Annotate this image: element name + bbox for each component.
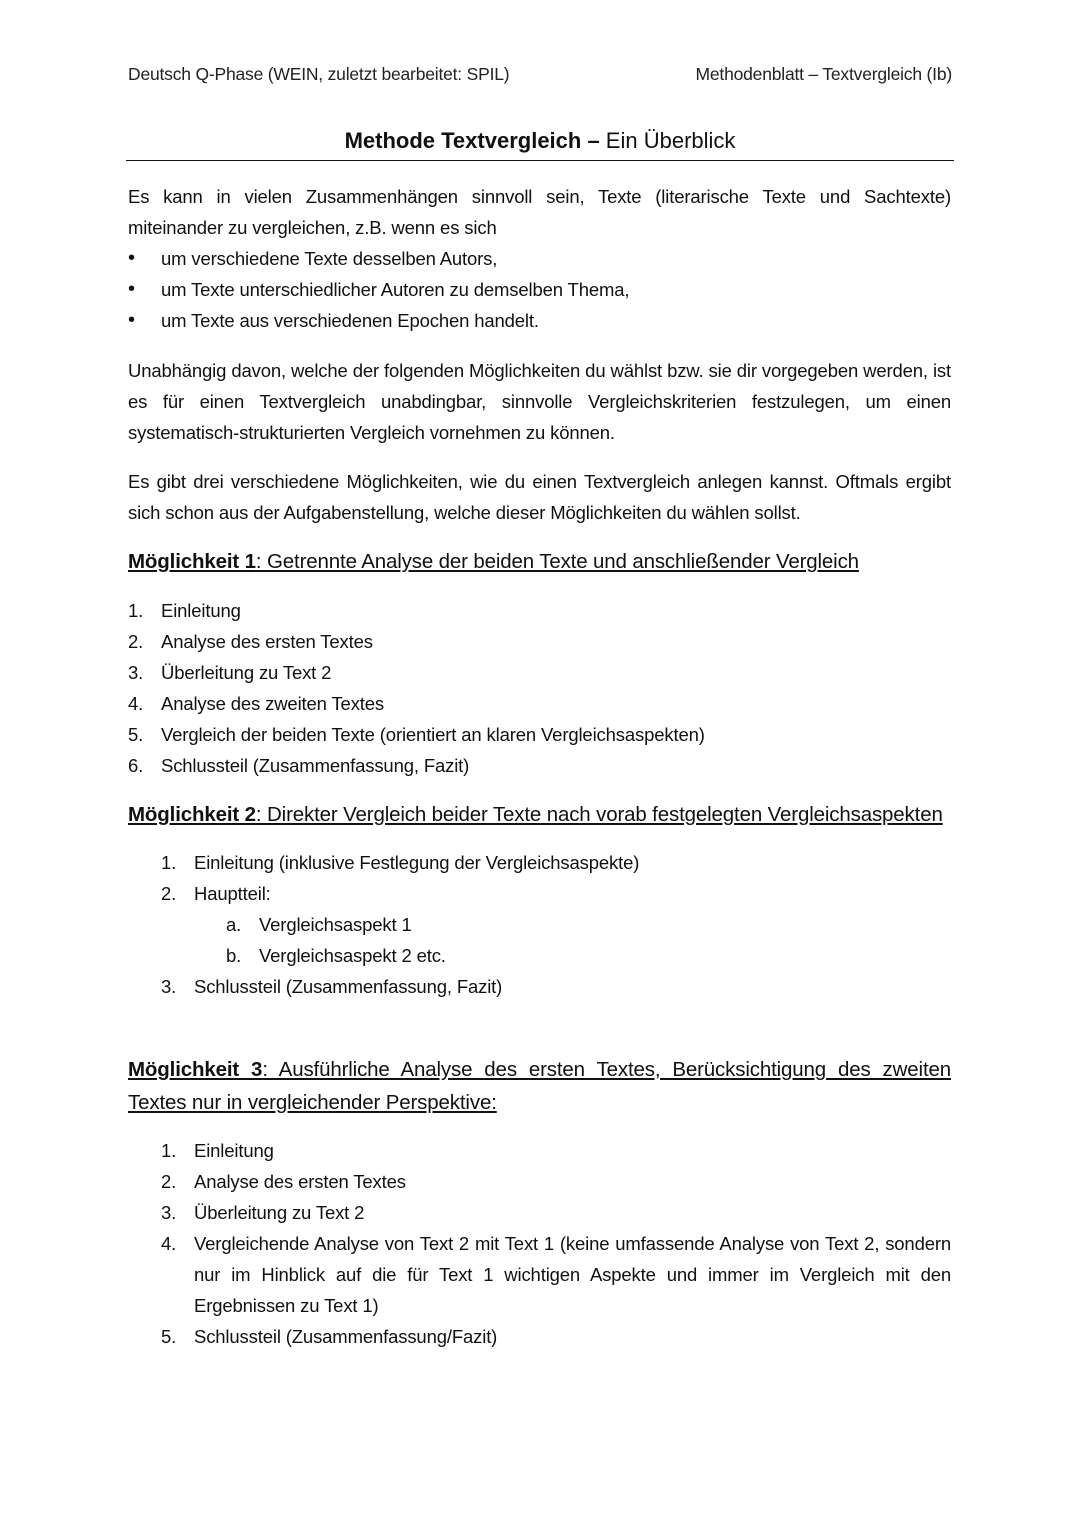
header-right: Methodenblatt – Textvergleich (Ib) [695, 64, 952, 84]
option-1-heading [128, 545, 951, 578]
list-item: 3. Schlussteil (Zusammenfassung, Fazit) [161, 976, 503, 997]
list-item: 3. Überleitung zu Text 2 [128, 662, 332, 683]
list-item: 3. Überleitung zu Text 2 [161, 1202, 365, 1223]
list-item: 6. Schlussteil (Zusammenfassung, Fazit) [128, 755, 470, 776]
sub-list-item: b. Vergleichsaspekt 2 etc. [226, 945, 446, 966]
option-2-sublist [128, 909, 951, 971]
option-1-section [128, 545, 951, 781]
option-3-label: Möglichkeit 3 [128, 1058, 263, 1081]
bullet-item: • um Texte aus verschiedenen Epochen handelt. [128, 305, 951, 336]
option-2-label: Möglichkeit 2 [128, 803, 256, 826]
list-item: 1. Einleitung [161, 1140, 274, 1161]
option-2-heading-text: : Direkter Vergleich beider Texte nach vorab festgelegten Vergleichsaspekten [255, 803, 943, 826]
paragraph-options [128, 466, 951, 528]
option-3-list [128, 1135, 951, 1352]
paragraph-criteria [128, 355, 951, 448]
list-item: 1. Einleitung (inklusive Festlegung der Vergleichsaspekte) [161, 852, 640, 873]
list-item: 2. Analyse des ersten Textes [128, 631, 373, 652]
intro-section [128, 181, 951, 336]
option-3-section [128, 1053, 951, 1352]
list-item: 2. Hauptteil: [161, 883, 271, 904]
intro-paragraph: Es kann in vielen Zusammenhängen sinnvoll sein, Texte (literarische Texte und Sachtexte) miteinander zu vergleichen, z.B. wenn es sich [128, 186, 951, 238]
list-item: 5. Schlussteil (Zusammenfassung/Fazit) [161, 1326, 498, 1347]
bullet-item: • um verschiedene Texte desselben Autors, [128, 243, 951, 274]
paragraph-2: Unabhängig davon, welche der folgenden Möglichkeiten du wählst bzw. sie dir vorgegeben werden, ist es für einen Textvergleich unabdingbar, sinnvolle Vergleichskriterien festzulegen, um einen systematisch-strukturierten Vergleich vornehmen zu können. [128, 360, 951, 443]
option-3-heading [128, 1053, 951, 1119]
option-1-list [128, 595, 951, 781]
list-item: 4. Analyse des zweiten Textes [128, 693, 385, 714]
option-1-label: Möglichkeit 1 [128, 550, 256, 573]
list-item: 2. Analyse des ersten Textes [161, 1171, 406, 1192]
list-item: 4. Vergleichende Analyse von Text 2 mit Text 1 (keine umfassende Analyse von Text 2, sondern nur im Hinblick auf die für Text 1 wichtigen Aspekte und immer im Vergleich mit den Ergebnissen zu Text 1) [161, 1233, 951, 1316]
title-bold: Methode Textvergleich – [344, 128, 600, 153]
option-2-list [128, 847, 951, 909]
header-left: Deutsch Q-Phase (WEIN, zuletzt bearbeitet: SPIL) [128, 64, 510, 84]
list-item: 5. Vergleich der beiden Texte (orientiert an klaren Vergleichsaspekten) [128, 724, 705, 745]
option-2-heading [128, 798, 951, 831]
option-3-heading-text: : Ausführliche Analyse des ersten Textes, Berücksichtigung des zweiten Textes nur in vergleichender Perspektive: [128, 1058, 951, 1114]
option-2-section [128, 798, 951, 1002]
title-normal: Ein Überblick [599, 128, 736, 153]
page-title [126, 128, 954, 161]
sub-list-item: a. Vergleichsaspekt 1 [226, 914, 412, 935]
option-2-list-end [128, 971, 951, 1002]
intro-bullet-list [128, 243, 951, 336]
option-1-heading-text: : Getrennte Analyse der beiden Texte und anschließender Vergleich [255, 550, 859, 573]
bullet-item: • um Texte unterschiedlicher Autoren zu demselben Thema, [128, 274, 951, 305]
list-item: 1. Einleitung [128, 600, 241, 621]
paragraph-3: Es gibt drei verschiedene Möglichkeiten, wie du einen Textvergleich anlegen kannst. Oftmals ergibt sich schon aus der Aufgabenstellung, welche dieser Möglichkeiten du wählen sollst. [128, 471, 951, 523]
